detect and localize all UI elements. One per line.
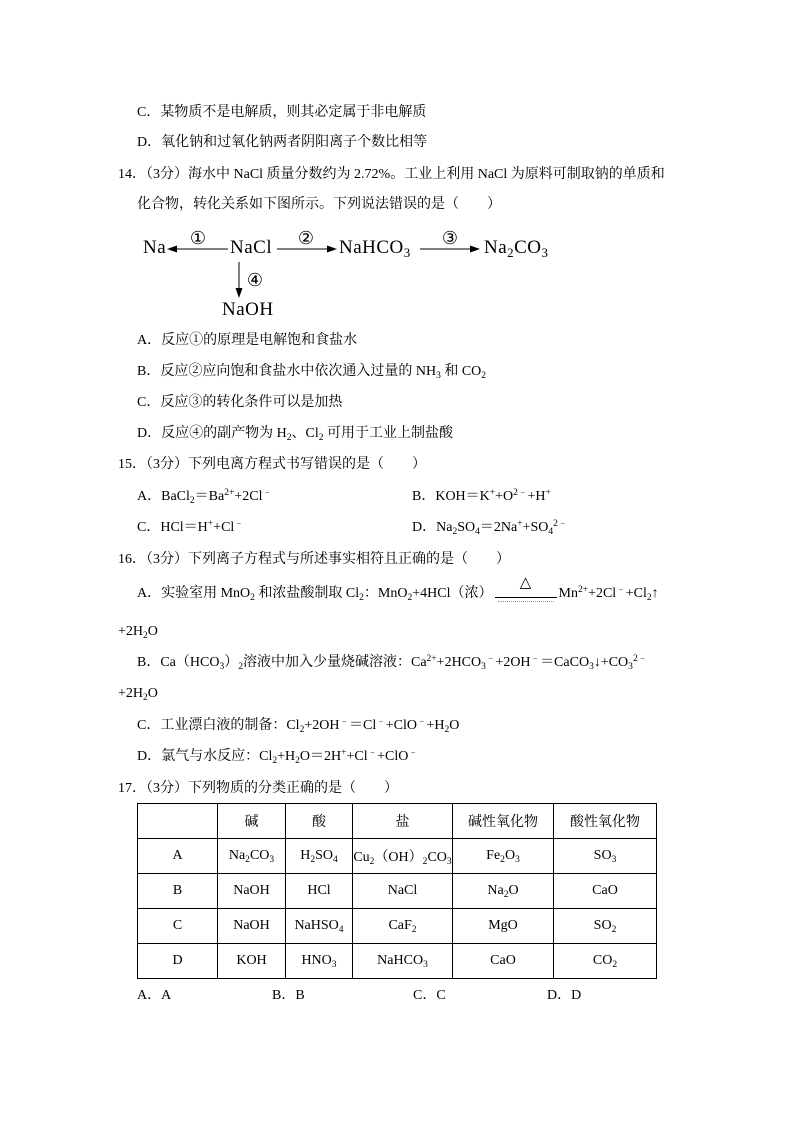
table-cell: [218, 874, 286, 909]
subscript: 4: [548, 526, 554, 537]
superscript: 2﹣: [632, 654, 648, 665]
text-run: NaHCO: [377, 953, 424, 968]
q17-answer-d: D．D: [547, 988, 582, 1003]
subscript: 2: [238, 661, 243, 672]
header-salt: 盐: [353, 804, 453, 839]
superscript: ﹣: [339, 717, 349, 728]
q16-option-c: [137, 716, 459, 736]
text-run: NaOH: [233, 918, 270, 933]
species-naoh: NaOH: [222, 299, 274, 320]
text-run: H: [300, 848, 311, 863]
text-run: +SO: [522, 520, 549, 535]
text-run: O: [147, 624, 158, 639]
subscript: 4: [338, 924, 344, 935]
table-cell: [554, 874, 657, 909]
text-run: 溶液中加入少量烧碱溶液：Ca: [242, 655, 427, 670]
table-corner-cell: [138, 804, 218, 839]
table-cell: [554, 944, 657, 979]
text-run: CO: [427, 850, 447, 865]
table-cell: [286, 874, 353, 909]
step-3-label: ③: [441, 228, 459, 248]
text-run: CO: [249, 848, 270, 863]
table-cell: [453, 839, 554, 874]
text-run: 和 CO: [440, 364, 482, 379]
text-run: SO: [315, 848, 334, 863]
text-run: SO: [457, 520, 476, 535]
subscript: 2: [444, 724, 450, 735]
subscript: 3: [611, 854, 617, 865]
text-run: Na: [487, 883, 504, 898]
text-run: SO: [593, 918, 612, 933]
superscript: ﹣: [408, 748, 418, 759]
table-cell: [353, 944, 453, 979]
subscript: 4: [475, 526, 480, 537]
superscript: 2﹣: [513, 488, 528, 499]
text-run: +Cl: [213, 520, 235, 535]
text-run: +Cl: [346, 749, 368, 764]
text-run: ）: [224, 655, 239, 670]
text-run: 、Cl: [291, 426, 319, 441]
table-row: [138, 944, 657, 979]
superscript: +: [207, 519, 214, 530]
text-run: +4HCl（浓）: [412, 586, 493, 601]
heating-condition-arrow: [495, 575, 557, 604]
subscript: 2: [422, 856, 428, 867]
superscript: 2+: [224, 488, 235, 499]
superscript: 2﹣: [553, 519, 568, 530]
subscript: 2: [411, 924, 417, 935]
text-run: Na: [484, 237, 508, 258]
classification-table: [137, 803, 657, 979]
text-run: HCl: [307, 883, 331, 898]
q14-option-b: [137, 362, 486, 382]
subscript: 2: [359, 592, 364, 603]
table-cell: [353, 909, 453, 944]
superscript: ﹣: [262, 488, 272, 499]
subscript: 2: [612, 959, 618, 970]
q17-answer-a: A．A: [137, 988, 172, 1003]
subscript: 3: [628, 661, 633, 672]
row-label: D: [138, 944, 218, 979]
q17-answer-b: B．B: [272, 988, 305, 1003]
subscript: 3: [481, 661, 486, 672]
table-header-row: [138, 804, 657, 839]
subscript: 3: [269, 854, 275, 865]
text-run: C．HCl＝H: [137, 520, 208, 535]
q14-option-d: [137, 424, 453, 444]
subscript: 2: [481, 370, 487, 381]
text-run: CO: [592, 953, 613, 968]
table-cell: [453, 909, 554, 944]
table-cell: [554, 839, 657, 874]
text-run: ＝Ba: [194, 489, 225, 504]
step-2-label: ②: [297, 228, 315, 248]
table-cell: [453, 874, 554, 909]
step-1-label: ①: [189, 228, 207, 248]
subscript: 3: [219, 661, 225, 672]
subscript: 2: [507, 244, 515, 260]
q14-stem-line1: 14．（3分）海水中 NaCl 质量分数约为 2.72%。工业上利用 NaCl 为原料可制取钠的单质和: [118, 167, 665, 182]
text-run: （OH）: [374, 850, 423, 865]
text-run: D．Na: [412, 520, 453, 535]
text-run: +2OH: [495, 655, 531, 670]
text-run: +ClO: [385, 718, 417, 733]
row-label: C: [138, 909, 218, 944]
text-run: ＝2Na: [479, 520, 518, 535]
text-run: O＝2H: [299, 749, 342, 764]
text-run: O: [147, 686, 158, 701]
species-nahco3: [339, 237, 411, 259]
subscript: 2: [503, 889, 509, 900]
subscript: 2: [286, 432, 292, 443]
text-run: +ClO: [377, 749, 409, 764]
subscript: 3: [515, 854, 520, 865]
q15-stem: 15．（3分）下列电离方程式书写错误的是（ ）: [118, 457, 426, 472]
text-run: Fe: [486, 848, 501, 863]
subscript: 2: [310, 854, 316, 865]
superscript: 2+: [577, 585, 589, 596]
subscript: 2: [646, 592, 652, 603]
text-run: +2H: [118, 624, 144, 639]
q16-option-a-continuation: [118, 622, 158, 642]
text-run: +2H: [118, 686, 144, 701]
q13-option-c: C．某物质不是电解质，则其必定属于非电解质: [137, 105, 427, 120]
text-run: NaHSO: [294, 918, 339, 933]
header-basic-oxide: 碱性氧化物: [453, 804, 554, 839]
arrowhead-left: [167, 246, 177, 253]
superscript: 2+: [426, 654, 437, 665]
table-cell: [218, 839, 286, 874]
q16-option-a-reactants: [137, 586, 493, 601]
header-base: 碱: [218, 804, 286, 839]
subscript: 2: [245, 854, 250, 865]
row-label: B: [138, 874, 218, 909]
superscript: ﹣: [416, 717, 427, 728]
q17-stem: 17．（3分）下列物质的分类正确的是（ ）: [118, 781, 398, 796]
text-run: CaO: [490, 953, 516, 968]
subscript: 3: [589, 661, 594, 672]
text-run: NaOH: [233, 883, 270, 898]
subscript: 3: [331, 959, 337, 970]
superscript: ﹣: [234, 519, 244, 530]
table-cell: [286, 839, 353, 874]
text-run: D．氯气与水反应：Cl: [137, 749, 273, 764]
q17-answer-c: C．C: [413, 988, 446, 1003]
table-row: [138, 909, 657, 944]
text-run: CaO: [592, 883, 618, 898]
table-cell: [453, 944, 554, 979]
superscript: +: [545, 488, 551, 499]
superscript: +: [489, 488, 496, 499]
text-run: A．实验室用 MnO: [137, 586, 251, 601]
q16-option-b-continuation: [118, 684, 158, 704]
text-run: KOH: [236, 953, 267, 968]
q16-option-b: [137, 653, 647, 673]
table-cell: [218, 944, 286, 979]
species-na: Na: [143, 237, 167, 258]
table-cell: [286, 944, 353, 979]
text-run: +H: [527, 489, 546, 504]
text-run: O: [504, 848, 516, 863]
species-nacl: NaCl: [230, 237, 273, 258]
arrowhead-right: [327, 246, 337, 253]
text-run: B．反应②应向饱和食盐水中依次通入过量的 NH: [137, 364, 437, 379]
text-run: D．反应④的副产物为 H: [137, 426, 287, 441]
text-run: HNO: [301, 953, 332, 968]
text-run: +H: [426, 718, 445, 733]
table-cell: [353, 839, 453, 874]
table-cell: [286, 909, 353, 944]
subscript: 2: [272, 755, 278, 766]
q15-option-c: [137, 518, 244, 538]
text-run: CO: [514, 237, 542, 258]
text-run: Cu: [353, 850, 370, 865]
text-run: O: [449, 718, 460, 733]
subscript: 2: [250, 592, 255, 603]
q16-option-d: [137, 747, 418, 767]
text-run: NaHCO: [339, 237, 404, 258]
subscript: 2: [295, 755, 300, 766]
text-run: A．BaCl: [137, 489, 190, 504]
row-label: A: [138, 839, 218, 874]
superscript: ﹣: [616, 585, 626, 596]
superscript: ﹣: [530, 654, 541, 665]
text-run: 可用于工业上制盐酸: [323, 426, 453, 441]
text-run: +Cl: [625, 586, 647, 601]
q13-option-d: D．氧化钠和过氧化钠两者阴阳离子个数比相等: [137, 135, 428, 150]
equation-bar-dotted: [498, 601, 554, 602]
subscript: 2: [407, 592, 413, 603]
subscript: 3: [446, 856, 452, 867]
subscript: 3: [403, 244, 411, 260]
subscript: 3: [423, 959, 428, 970]
text-run: B．KOH＝K: [412, 489, 490, 504]
subscript: 2: [452, 526, 458, 537]
superscript: ﹣: [485, 654, 496, 665]
q16-option-a-products: [559, 586, 659, 601]
text-run: 和浓盐酸制取 Cl: [254, 586, 360, 601]
text-run: O: [508, 883, 519, 898]
superscript: +: [341, 748, 347, 759]
species-na2co3: [484, 237, 548, 259]
table-cell: [353, 874, 453, 909]
table-row: [138, 839, 657, 874]
q14-option-c: C．反应③的转化条件可以是加热: [137, 395, 343, 410]
q16-option-a: [137, 574, 659, 604]
superscript: ﹣: [376, 717, 386, 728]
q15-option-d: [412, 518, 567, 538]
subscript: 2: [143, 630, 148, 641]
table-cell: [218, 909, 286, 944]
subscript: 2: [143, 692, 148, 703]
text-run: +H: [277, 749, 296, 764]
superscript: ﹣: [367, 748, 378, 759]
text-run: B．Ca（HCO: [137, 655, 220, 670]
q15-option-b: [412, 487, 551, 507]
heat-triangle-icon: △: [519, 575, 532, 591]
text-run: CaF: [388, 918, 412, 933]
subscript: 2: [611, 924, 617, 935]
q15-option-a: [137, 487, 272, 507]
superscript: +: [517, 519, 523, 530]
header-acid: 酸: [286, 804, 353, 839]
text-run: ＝Cl: [348, 718, 377, 733]
text-run: +2OH: [304, 718, 340, 733]
text-run: NaCl: [387, 883, 418, 898]
text-run: ：MnO: [363, 586, 408, 601]
subscript: 2: [369, 856, 375, 867]
text-run: +2HCO: [436, 655, 482, 670]
arrowhead-down: [236, 288, 243, 298]
text-run: Na: [228, 848, 246, 863]
subscript: 3: [436, 370, 441, 381]
text-run: Mn: [558, 586, 578, 601]
subscript: 2: [500, 854, 505, 865]
text-run: +2Cl: [234, 489, 263, 504]
text-run: MgO: [488, 918, 518, 933]
text-run: ＝CaCO: [540, 655, 590, 670]
arrowhead-right: [470, 246, 480, 253]
subscript: 2: [189, 495, 195, 506]
subscript: 2: [318, 432, 324, 443]
text-run: ↑: [651, 586, 659, 601]
header-acidic-oxide: 酸性氧化物: [554, 804, 657, 839]
text-run: ↓+CO: [593, 655, 629, 670]
table-cell: [554, 909, 657, 944]
subscript: 2: [299, 724, 305, 735]
text-run: +O: [495, 489, 514, 504]
q14-stem-line2: 化合物，转化关系如下图所示。下列说法错误的是（ ）: [137, 197, 501, 212]
text-run: C．工业漂白液的制备：Cl: [137, 718, 300, 733]
text-run: +2Cl: [588, 586, 617, 601]
q14-option-a: A．反应①的原理是电解饱和食盐水: [137, 333, 358, 348]
step-4-label: ④: [246, 270, 264, 290]
equation-bar: [495, 597, 557, 598]
table-row: [138, 874, 657, 909]
q16-stem: 16．（3分）下列离子方程式与所述事实相符且正确的是（ ）: [118, 552, 510, 567]
text-run: SO: [593, 848, 612, 863]
conversion-diagram: [137, 228, 567, 323]
subscript: 4: [333, 854, 338, 865]
subscript: 3: [541, 244, 549, 260]
